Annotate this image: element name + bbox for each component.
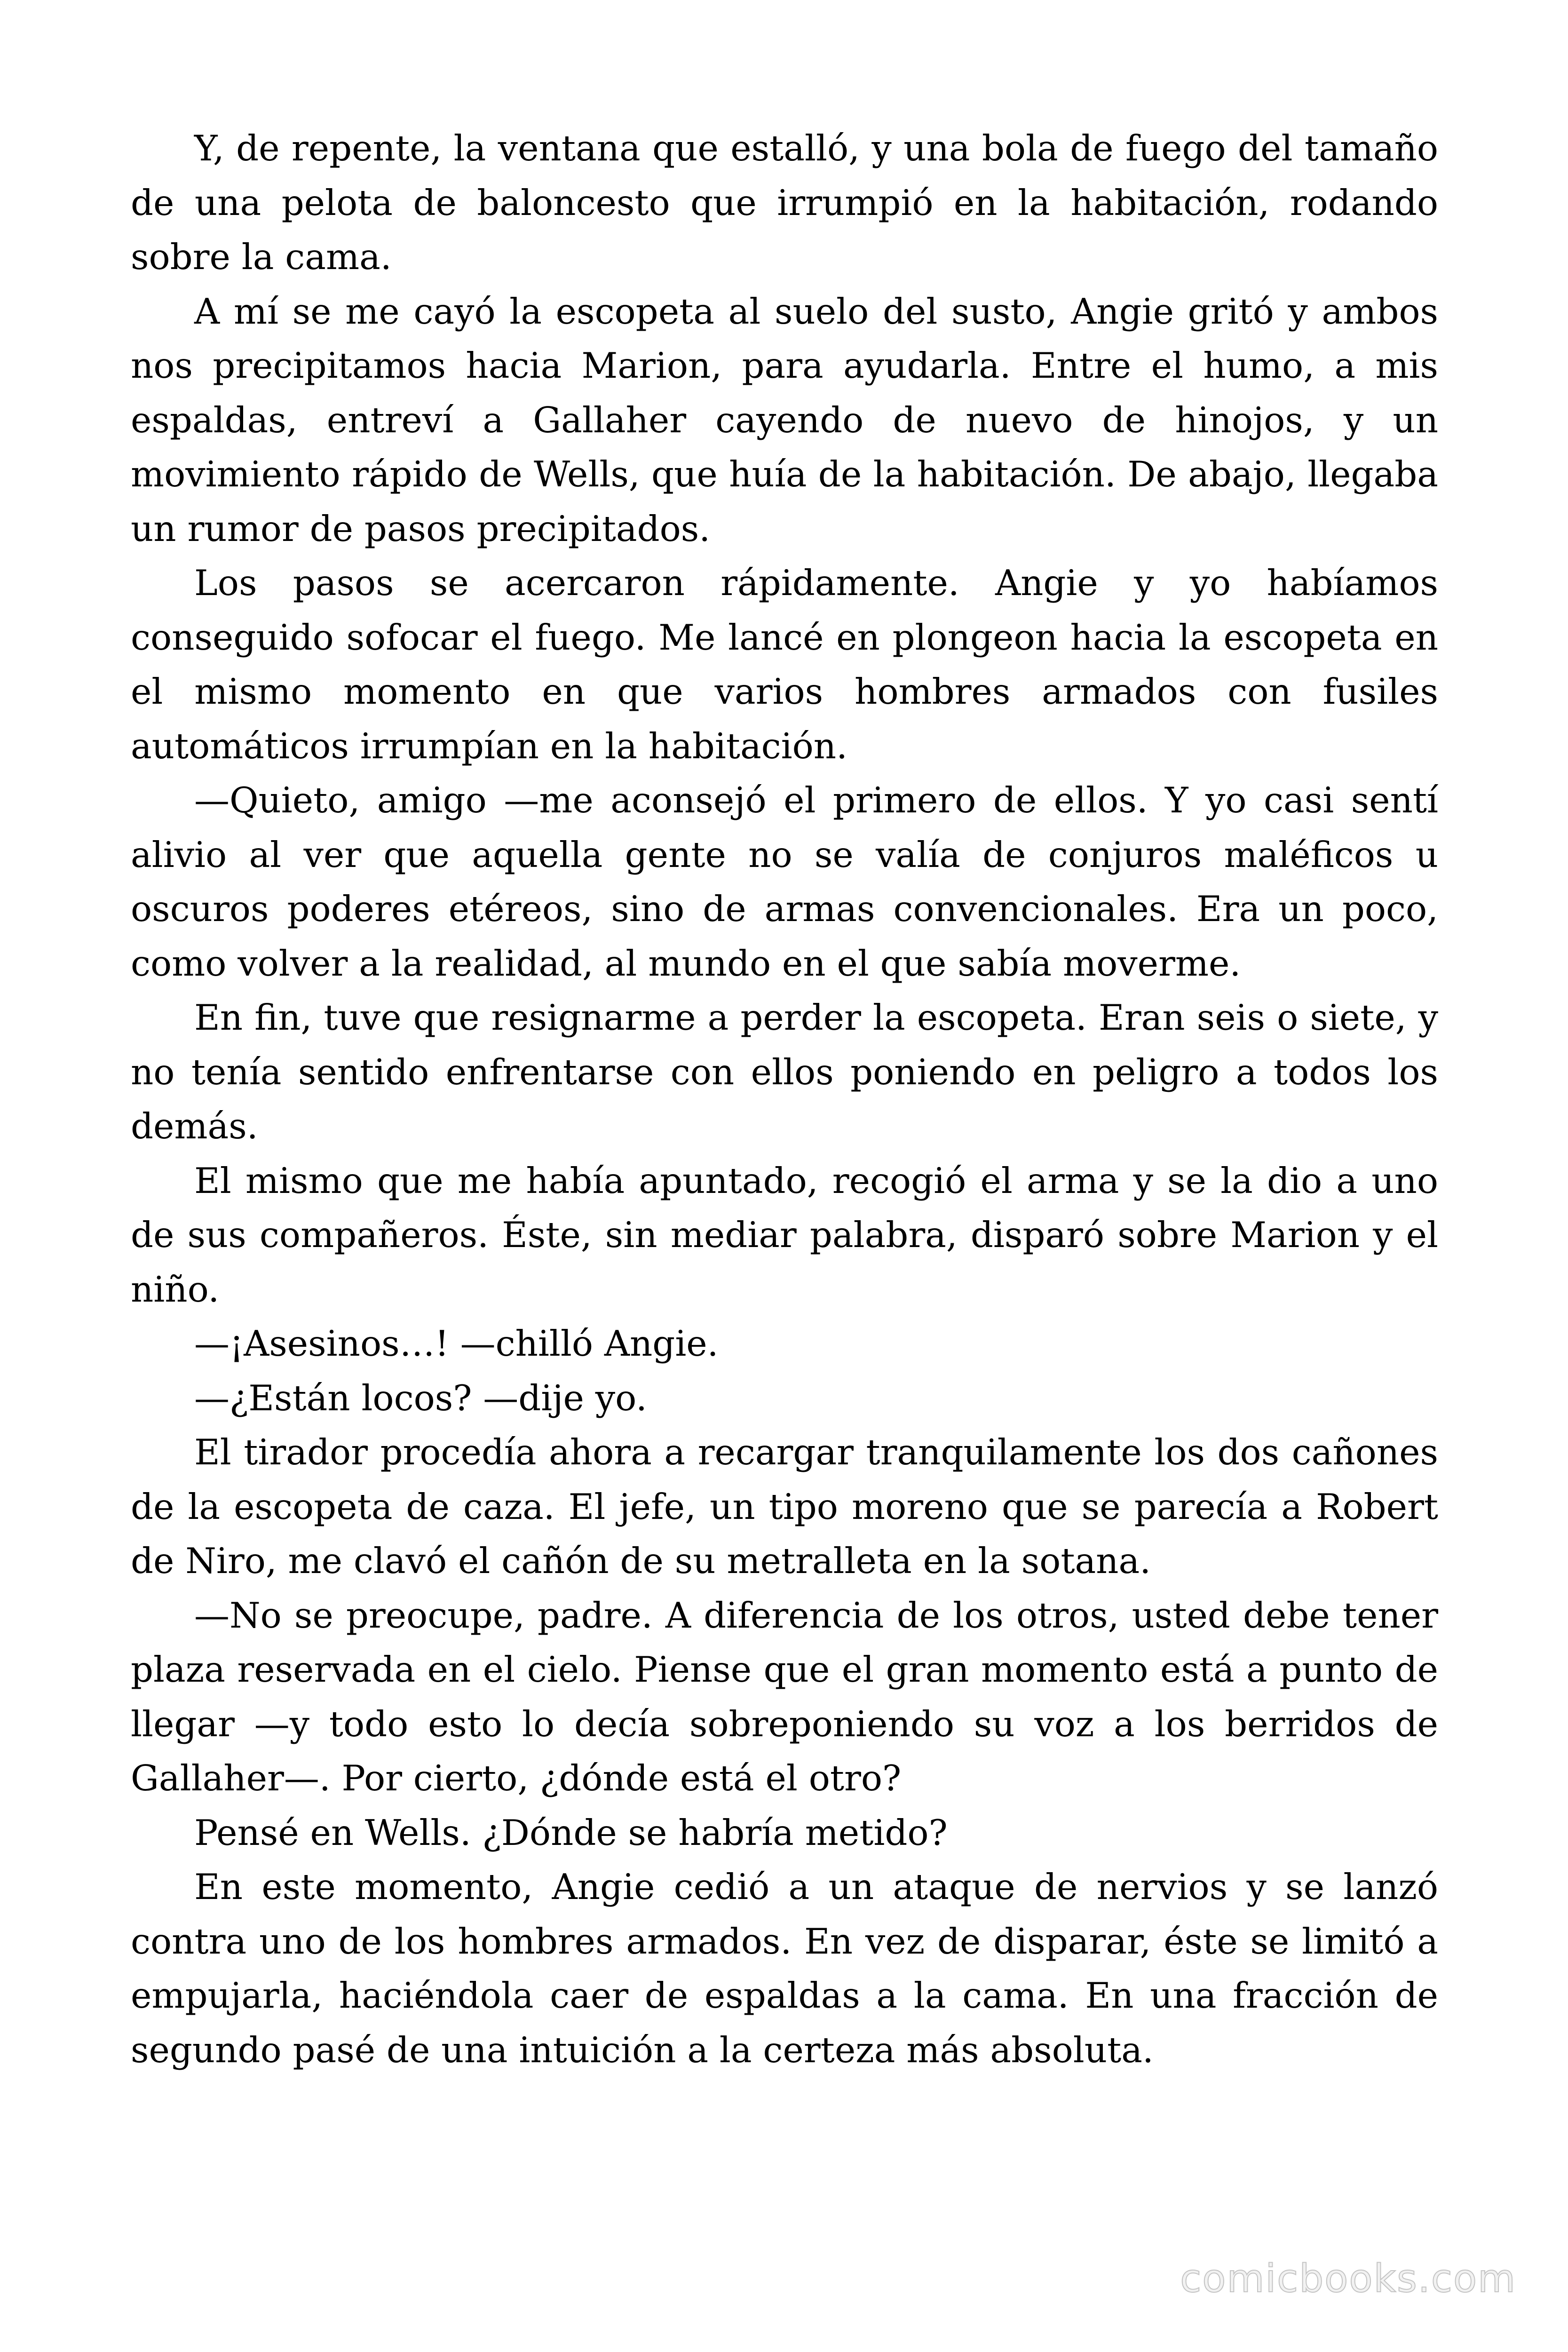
paragraph: A mí se me cayó la escopeta al suelo del susto, Angie gritó y ambos nos precipitamos hacia Marion, para ayudarla. Entre el humo, a mis espaldas, entreví a Gallaher cayendo de nuevo de hinojos, y un movimiento rápido de Wells, que huía de la habitación. De abajo, llegaba un rumor de pasos precipitados. xyxy=(131,290,1438,549)
paragraph: —¿Están locos? —dije yo. xyxy=(194,1377,647,1419)
paragraph: Los pasos se acercaron rápidamente. Angie y yo habíamos conseguido sofocar el fuego. Me lancé en plongeon hacia la escopeta en el mismo momento en que varios hombres armados con fusiles automáticos irrumpían en la habitación. xyxy=(131,562,1438,767)
paragraph: —No se preocupe, padre. A diferencia de los otros, usted debe tener plaza reservada en el cielo. Piense que el gran momento está a punto de llegar —y todo esto lo decía sobreponiendo su voz a los berridos de Gallaher—. Por cierto, ¿dónde está el otro? xyxy=(131,1594,1438,1799)
paragraph: En fin, tuve que resignarme a perder la escopeta. Eran seis o siete, y no tenía sentido enfrentarse con ellos poniendo en peligro a todos los demás. xyxy=(131,997,1438,1147)
paragraph: Y, de repente, la ventana que estalló, y una bola de fuego del tamaño de una pelota de baloncesto que irrumpió en la habitación, rodando sobre la cama. xyxy=(131,127,1438,278)
paragraph: El mismo que me había apuntado, recogió el arma y se la dio a uno de sus compañeros. Éste, sin mediar palabra, disparó sobre Marion y el niño. xyxy=(131,1160,1438,1310)
paragraph: Pensé en Wells. ¿Dónde se habría metido? xyxy=(194,1812,948,1853)
paragraph: En este momento, Angie cedió a un ataque de nervios y se lanzó contra uno de los hombres armados. En vez de disparar, éste se limitó a empujarla, haciéndola caer de espaldas a la cama. En una fracción de segundo pasé de una intuición a la certeza más absoluta. xyxy=(131,1866,1438,2071)
paragraph: —¡Asesinos…! —chilló Angie. xyxy=(194,1323,719,1364)
paragraph: El tirador procedía ahora a recargar tranquilamente los dos cañones de la escopeta de caza. El jefe, un tipo moreno que se parecía a Robert de Niro, me clavó el cañón de su metralleta en la sotana. xyxy=(131,1431,1438,1581)
watermark: comicbooks.com xyxy=(1180,2257,1516,2301)
paragraph: —Quieto, amigo —me aconsejó el primero de ellos. Y yo casi sentí alivio al ver que aquella gente no se valía de conjuros maléficos u oscuros poderes etéreos, sino de armas convencionales. Era un poco, como volver a la realidad, al mundo en el que sabía moverme. xyxy=(131,779,1438,984)
page-body xyxy=(131,121,1438,2077)
